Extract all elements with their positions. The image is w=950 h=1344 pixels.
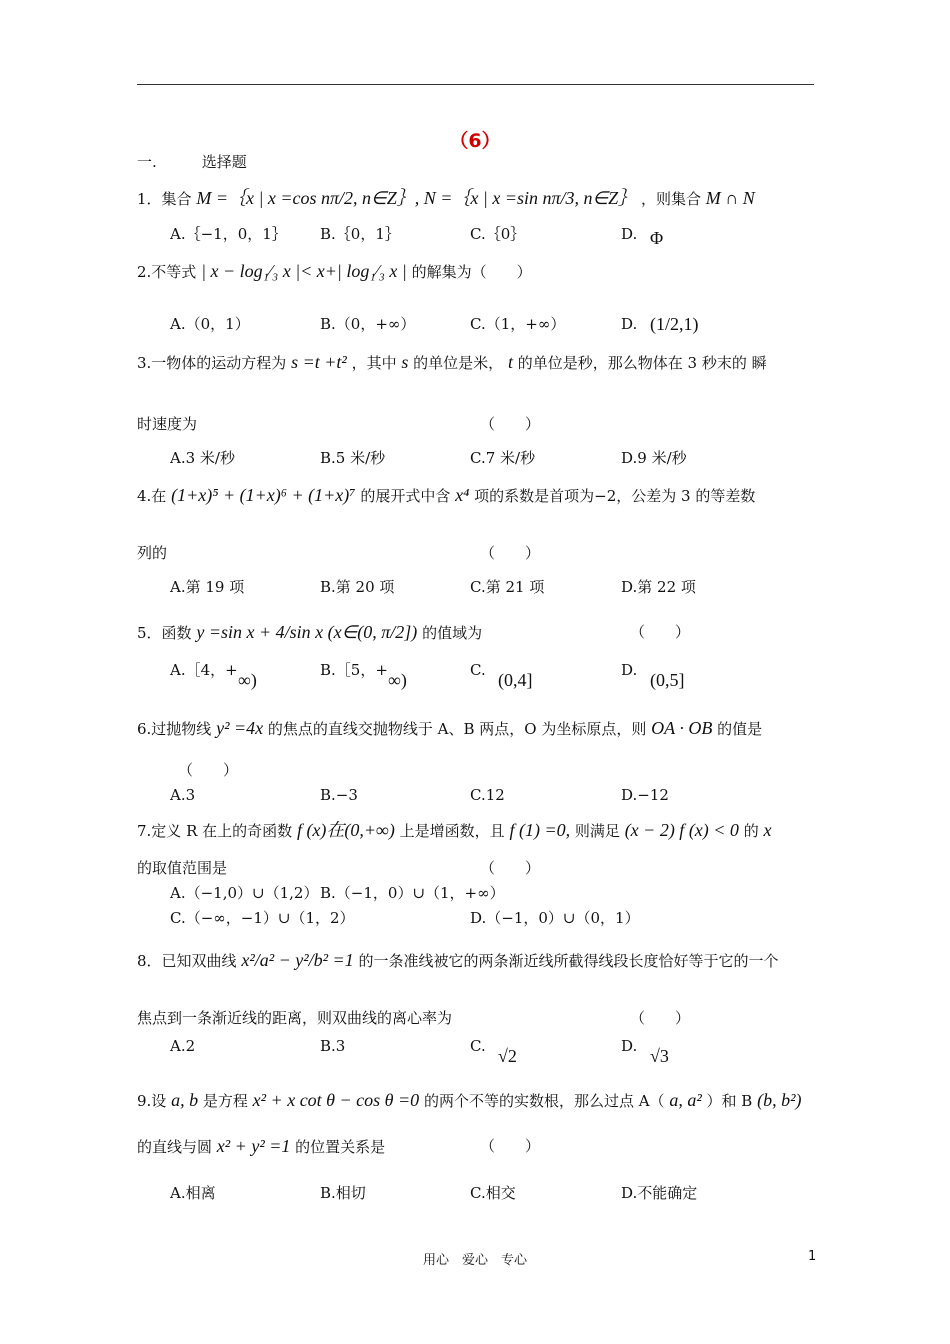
option-c: C.（−∞，−1）∪（1，2） [170, 909, 355, 927]
option-d-value: √3 [650, 1046, 669, 1066]
formula: f (x)在(0,+∞) [296, 820, 395, 840]
option-b: B.5 米/秒 [320, 449, 386, 467]
question-2: 2.不等式 | x − log₁⁄₃ x |< x+| log₁⁄₃ x | 的解集为（ ） [137, 261, 532, 281]
question-8-continued: 焦点到一条渐近线的距离，则双曲线的离心率为 [137, 1009, 453, 1027]
option-c: C.第 21 项 [470, 578, 545, 596]
answer-blank: （ ） [178, 761, 239, 779]
option-a: A.［4，+ [170, 661, 238, 679]
question-3: 3.一物体的运动方程为 s =t +t² ，其中 s 的单位是米， t 的单位是秒，那么物体在 3 秒末的 瞬 [137, 352, 767, 372]
formula: f (1) =0, [509, 820, 571, 840]
formula: x² + x cot θ − cos θ =0 [252, 1090, 420, 1110]
option-d: D.−12 [621, 786, 669, 804]
option-a: A.3 米/秒 [170, 449, 235, 467]
question-7-continued: 的取值范围是 [137, 859, 228, 877]
formula: x²/a² − y²/b² =1 [241, 950, 354, 970]
option-d: D.不能确定 [621, 1184, 698, 1202]
option-a: A.（−1,0）∪（1,2） [170, 884, 319, 902]
option-d-value: (1/2,1) [650, 314, 699, 334]
question-3-continued: 时速度为 [137, 415, 198, 433]
answer-blank: （ ） [480, 544, 541, 562]
option-b: B.｛0，1｝ [320, 225, 400, 243]
page-number: 1 [808, 1249, 817, 1264]
option-d: D. [621, 315, 638, 333]
option-a: A.（0，1） [170, 315, 250, 333]
option-b: B.［5，+ [320, 661, 388, 679]
formula: | x − log₁⁄₃ x |< x+| log₁⁄₃ x | [201, 261, 407, 281]
option-d: D. [621, 225, 638, 243]
answer-blank: （ ） [630, 1009, 691, 1027]
option-c: C. [470, 661, 486, 679]
option-a: A.相离 [170, 1184, 216, 1202]
question-6: 6.过抛物线 y² =4x 的焦点的直线交抛物线于 A、B 两点，O 为坐标原点，则 OA · OB 的值是 [137, 718, 763, 738]
formula: x² + y² =1 [216, 1136, 291, 1156]
question-4: 4.在 (1+x)⁵ + (1+x)⁶ + (1+x)⁷ 的展开式中含 x⁴ 项的系数是首项为−2，公差为 3 的等差数 [137, 485, 756, 505]
section-heading: 一. 选择题 [137, 153, 247, 171]
answer-blank: （ ） [480, 1137, 541, 1155]
option-b: B.第 20 项 [320, 578, 395, 596]
option-d-value: (0,5] [650, 670, 685, 690]
formula: a, b [171, 1090, 199, 1110]
formula: (1+x)⁵ + (1+x)⁶ + (1+x)⁷ [171, 485, 356, 505]
question-4-continued: 列的 [137, 544, 168, 562]
formula: a, a² [669, 1090, 702, 1110]
question-9-continued: 的直线与圆 x² + y² =1 的位置关系是 [137, 1136, 386, 1156]
option-b: B.3 [320, 1037, 346, 1055]
option-d: D.9 米/秒 [621, 449, 687, 467]
page-title: （6） [449, 130, 501, 152]
option-b-value: ∞) [388, 670, 407, 690]
formula: t [507, 352, 513, 372]
option-a: A.｛−1，0，1｝ [170, 225, 287, 243]
option-b: B.（−1，0）∪（1，+∞） [320, 884, 505, 902]
question-5: 5．函数 y =sin x + 4/sin x (x∈(0, π/2]) 的值域为 [137, 622, 483, 642]
option-d: D.（−1，0）∪（0，1） [470, 909, 640, 927]
formula: M ∩ N [705, 188, 755, 208]
option-c: C.（1，+∞） [470, 315, 566, 333]
answer-blank: （ ） [480, 415, 541, 433]
option-c: C. [470, 1037, 486, 1055]
formula: (x − 2) f (x) < 0 [624, 820, 739, 840]
option-c: C.｛0｝ [470, 225, 526, 243]
option-d: D.第 22 项 [621, 578, 696, 596]
formula: OA · OB [651, 718, 713, 738]
formula: y =sin x + 4/sin x (x∈(0, π/2]) [196, 622, 418, 642]
option-a-value: ∞) [238, 670, 257, 690]
option-d: D. [621, 1037, 638, 1055]
formula: x [763, 820, 772, 840]
option-c-value: √2 [498, 1046, 517, 1066]
question-1: 1．集合 M =｛x | x =cos nπ/2, n∈Z｝, N =｛x | x =sin nπ/3, n∈Z｝ ，则集合 M ∩ N [137, 188, 755, 208]
answer-blank: （ ） [630, 623, 691, 641]
option-c: C.12 [470, 786, 505, 804]
option-d-value: Φ [650, 228, 664, 248]
formula: s =t +t² [291, 352, 347, 372]
option-c: C.7 米/秒 [470, 449, 536, 467]
formula: x⁴ [455, 485, 470, 505]
option-d: D. [621, 661, 638, 679]
page-footer: 用心 爱心 专心 [422, 1253, 527, 1268]
option-a: A.3 [170, 786, 196, 804]
formula: M =｛x | x =cos nπ/2, n∈Z｝, N =｛x | x =sin nπ/3, n∈Z｝ [196, 188, 637, 208]
question-8: 8．已知双曲线 x²/a² − y²/b² =1 的一条准线被它的两条渐近线所截得线段长度恰好等于它的一个 [137, 950, 779, 970]
formula: (b, b²) [757, 1090, 802, 1110]
formula: y² =4x [216, 718, 264, 738]
option-a: A.第 19 项 [170, 578, 245, 596]
question-9: 9.设 a, b 是方程 x² + x cot θ − cos θ =0 的两个不等的实数根，那么过点 A（ a, a² ）和 B (b, b²) [137, 1090, 802, 1110]
option-c: C.相交 [470, 1184, 516, 1202]
option-b: B.−3 [320, 786, 358, 804]
option-c-value: (0,4] [498, 670, 533, 690]
answer-blank: （ ） [480, 859, 541, 877]
option-a: A.2 [170, 1037, 196, 1055]
formula: s [401, 352, 409, 372]
option-b: B.相切 [320, 1184, 366, 1202]
option-b: B.（0，+∞） [320, 315, 416, 333]
question-7: 7.定义 R 在上的奇函数 f (x)在(0,+∞) 上是增函数，且 f (1) =0, 则满足 (x − 2) f (x) < 0 的 x [137, 820, 772, 840]
header-rule [137, 84, 814, 85]
